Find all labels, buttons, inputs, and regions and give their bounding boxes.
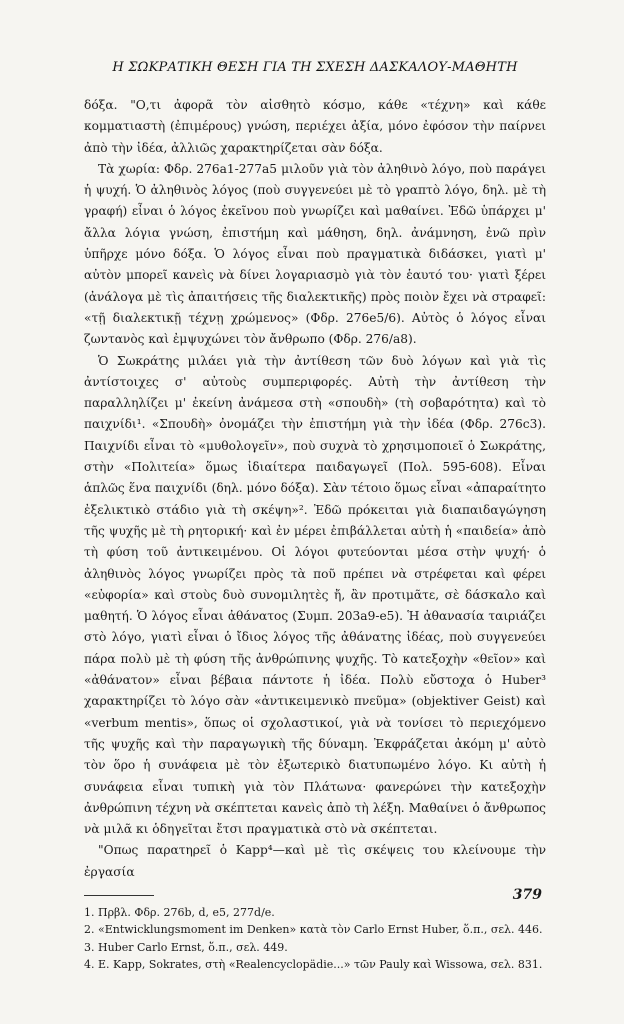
paragraph-2: Τὰ χωρία: Φδρ. 276a1-277a5 μιλοῦν γιὰ τὸν ἀληθινὸ λόγο, ποὺ παράγει ἡ ψυχή. Ὁ ἀληθινὸς λόγος (ποὺ συγγενεύει μὲ τὸ γραπτὸ λόγο, δηλ. μὲ τὴ γραφή) εἶναι ὁ λόγος ἐκεῖνου ποὺ γνωρίζει καὶ μαθαίνει. Ἐδῶ ὑπάρχει μ' ἄλλα λόγια γνώση, ἐπιστήμη καὶ μάθηση, δηλ. ἀνάμνηση, ἐνῶ πρὶν ὑπῆρχε μόνο δόξα. Ὁ λόγος εἶναι ποὺ πραγματικὰ διδάσκει, γιατὶ μ' αὐτὸν μπορεῖ κανεὶς νὰ δίνει λογαριασμὸ γιὰ τὸν ἑαυτό του· γιατὶ ξέρει (ἀνάλογα μὲ τὶς ἀπαιτήσεις τῆς διαλεκτικῆς) πρὸς ποιὸν ἔχει νὰ στραφεῖ: «τῇ διαλεκτικῇ τέχνῃ χρώμενος» (Φδρ. 276e5/6). Αὐτὸς ὁ λόγος εἶναι ζωντανὸς καὶ ἐμψυχώνει τὸν ἄνθρωπο (Φδρ. 276/a8). <box>84 161 546 347</box>
footnote-2: 2. «Entwicklungsmoment im Denken» κατὰ τὸν Carlo Ernst Huber, ὅ.π., σελ. 446. <box>84 923 543 937</box>
page-number: 379 <box>512 887 542 903</box>
paragraph-3: Ὁ Σωκράτης μιλάει γιὰ τὴν ἀντίθεση τῶν δυὸ λόγων καὶ γιὰ τὶς ἀντίστοιχες σ' αὐτοὺς συμπεριφορές. Αὐτὴ τὴν ἀντίθεση τὴν παραλληλίζει μ' ἐκείνη ἀνάμεσα στὴ «σπουδὴ» (τὴ σοβαρότητα) καὶ τὸ παιχνίδι¹. «Σπουδὴ» ὀνομάζει τὴν ἐπιστήμη γιὰ τὴν ἰδέα (Φδρ. 276c3). Παιχνίδι εἶναι τὸ «μυθολογεῖν», ποὺ συχνὰ τὸ χρησιμοποιεῖ ὁ Σωκράτης, στὴν «Πολιτεία» ὅμως ἰδιαίτερα παιδαγωγεῖ (Πολ. 595-608). Εἶναι ἁπλῶς ἕνα παιχνίδι (δηλ. μόνο δόξα). Σὰν τέτοιο ὅμως εἶναι «ἀπαραίτητο ἐξελικτικὸ στάδιο γιὰ τὴ σκέψη»². Ἐδῶ πρόκειται γιὰ διαπαιδαγώγηση τῆς ψυχῆς μὲ τὴ ρητορική· καὶ ἐν μέρει ἐπιβάλλεται αὐτὴ ἡ «παιδεία» ἀπὸ τὴ φύση τοῦ ἀντικειμένου. Οἱ λόγοι φυτεύονται μέσα στὴν ψυχή· ὁ ἀληθινὸς λόγος γνωρίζει πρὸς τὰ ποῦ πρέπει νὰ στρέφεται καὶ φέρει «εὐφορία» καὶ στοὺς δυὸ συνομιλητὲς ἤ, ἂν προτιμᾶτε, σὲ δάσκαλο καὶ μαθητή. Ὁ λόγος εἶναι ἀθάνατος (Συμπ. 203a9-e5). Ἡ ἀθανασία ταιριάζει στὸ λόγο, γιατὶ εἶναι ὁ ἴδιος λόγος τῆς ἀθάνατης ἰδέας, ποὺ συγγενεύει πάρα πολὺ μὲ τὴ φύση τῆς ἀνθρώπινης ψυχῆς. Τὸ κατεξοχὴν «θεῖον» καὶ «ἀθάνατον» εἶναι βέβαια πάντοτε ἡ ἰδέα. Πολὺ εὔστοχα ὁ Huber³ χαρακτηρίζει τὸ λόγο σὰν «ἀντικειμενικὸ πνεῦμα» (objektiver Geist) καὶ «verbum mentis», ὅπως οἱ σχολαστικοί, γιὰ νὰ τονίσει τὸ περιεχόμενο τῆς ψυχῆς καὶ τὴν παραγωγικὴ τῆς δύναμη. Ἐκφράζεται ἀκόμη μ' αὐτὸ τὸν ὅρο ἡ συνάφεια μὲ τὸν ἐξωτερικὸ διατυπωμένο λόγο. Κι αὐτὴ ἡ συνάφεια εἶναι τυπικὴ γιὰ τὸν Πλάτωνα· φανερώνει τὴν κατεξοχὴν ἀνθρώπινη τέχνη νὰ σκέπτεται κανεὶς ἀπὸ τὴ λέξη. Μαθαίνει ὁ ἄνθρωπος νὰ μιλᾶ κι ὁδηγεῖται ἔτσι πραγματικὰ στὸ νὰ σκέπτεται. <box>84 353 546 837</box>
footnote-4: 4. E. Kapp, Sokrates, στὴ «Realencyclopädie...» τῶν Pauly καὶ Wissowa, σελ. 831. <box>84 958 543 972</box>
running-title: Η ΣΩΚΡΑΤΙΚΗ ΘΕΣΗ ΓΙΑ ΤΗ ΣΧΕΣΗ ΔΑΣΚΑΛΟΥ-ΜΑΘΗΤΗ <box>112 60 518 75</box>
footnote-3: 3. Huber Carlo Ernst, ὅ.π., σελ. 449. <box>84 940 288 954</box>
main-text <box>84 95 546 883</box>
paragraph-1: δόξα. "Ο,τι ἀφορᾶ τὸν αἰσθητὸ κόσμο, κάθε «τέχνη» καὶ κάθε κομματιαστὴ (ἐπιμέρους) γνώση, περιέχει ἀξία, μόνο ἐφόσον τὴν παίρνει ἀπὸ τὴν ἰδέα, ἀλλιῶς χαρακτηρίζεται σὰν δόξα. <box>84 98 546 155</box>
footnote-divider <box>84 895 154 896</box>
footnote-1: 1. Πρβλ. Φδρ. 276b, d, e5, 277d/e. <box>84 905 275 919</box>
paragraph-4: "Οπως παρατηρεῖ ὁ Kapp⁴—καὶ μὲ τὶς σκέψεις του κλείνουμε τὴν ἐργασία <box>84 843 546 879</box>
footnotes <box>84 904 546 974</box>
